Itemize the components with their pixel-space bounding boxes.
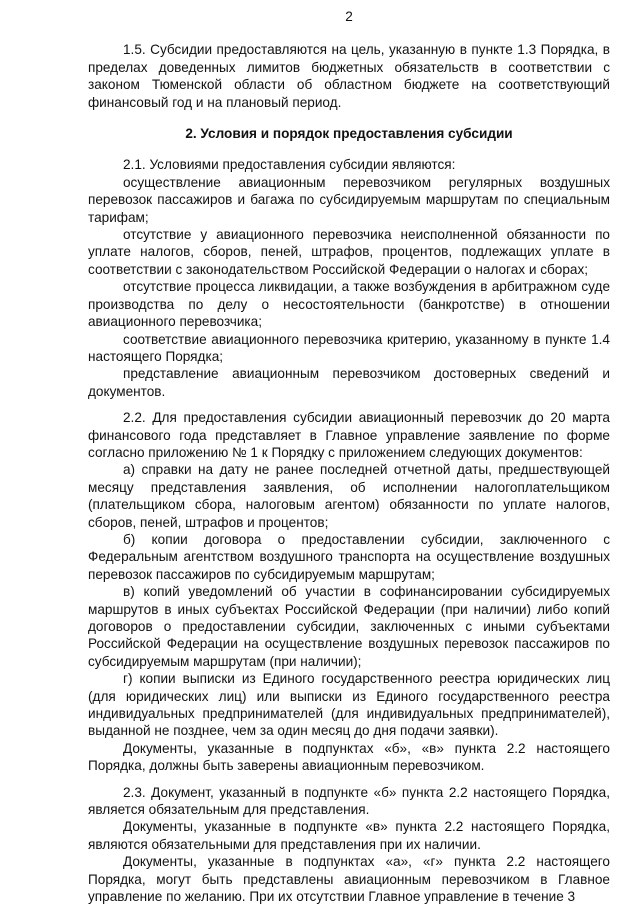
document-item: б) копии договора о предоставлении субсидии, заключенного с Федеральным агентством воздушного транспорта на осуществление воздушных перевозок пассажиров по субсидируемым маршрутам; bbox=[88, 531, 610, 582]
condition-item: соответствие авиационного перевозчика критерию, указанному в пункте 1.4 настоящего Порядка; bbox=[88, 331, 610, 364]
section-title: 2. Условия и порядок предоставления субсидии bbox=[185, 126, 513, 142]
page-number: 2 bbox=[345, 9, 353, 24]
condition-item: отсутствие у авиационного перевозчика неисполненной обязанности по уплате налогов, сборов, пеней, штрафов, процентов, подлежащих уплате в соответствии с законодательством Российской Федерации о налогах и сборах; bbox=[88, 227, 610, 277]
paragraph-1-5: 1.5. Субсидии предоставляются на цель, указанную в пункте 1.3 Порядка, в пределах доведенных лимитов бюджетных обязательств в соответствии с законом Тюменской области об областном бюджете на соответствующий финансовый год и на плановый период. bbox=[88, 42, 610, 110]
paragraph-voluntary-docs: Документы, указанные в подпунктах «а», «г» пункта 2.2 настоящего Порядка, могут быть представлены авиационным перевозчиком в Главное управление по желанию. При их отсутствии Главное управление в течение 3 bbox=[88, 854, 610, 905]
document-item: г) копии выписки из Единого государственного реестра юридических лиц (для юридических лиц) или выписки из Единого государственного реестра индивидуальных предпринимателей (для индивидуальных предпринимателей), выданной не позднее, чем за один месяц до дня подачи заявки). bbox=[88, 671, 610, 739]
document-item: в) копий уведомлений об участии в софинансировании субсидируемых маршрутов в иных субъектах Российской Федерации (при наличии) либо копий договоров о предоставлении субсидии, заключенных с иными субъектами Российской Федерации на осуществление воздушных перевозок пассажиров по субсидируемым маршрутам (при наличии); bbox=[88, 584, 610, 669]
condition-item: представление авиационным перевозчиком достоверных сведений и документов. bbox=[88, 366, 610, 399]
condition-item: отсутствие процесса ликвидации, а также возбуждения в арбитражном суде производства по делу о несостоятельности (банкротстве) в отношении авиационного перевозчика; bbox=[88, 279, 610, 330]
paragraph-optional-docs: Документы, указанные в подпункте «в» пункта 2.2 настоящего Порядка, являются обязательными для представления при их наличии. bbox=[88, 819, 610, 852]
paragraph-2-2: 2.2. Для предоставления субсидии авиационный перевозчик до 20 марта финансового года представляет в Главное управление заявление по форме согласно приложению № 1 к Порядку с приложением следующих документов: bbox=[88, 410, 610, 460]
paragraph-certification: Документы, указанные в подпунктах «б», «в» пункта 2.2 настоящего Порядка, должны быть заверены авиационным перевозчиком. bbox=[88, 740, 610, 774]
paragraph-2-3: 2.3. Документ, указанный в подпункте «б» пункта 2.2 настоящего Порядка, является обязательным для представления. bbox=[88, 784, 610, 818]
condition-item: осуществление авиационным перевозчиком регулярных воздушных перевозок пассажиров и багажа по субсидируемым маршрутам по специальным тарифам; bbox=[88, 174, 610, 225]
document-item: а) справки на дату не ранее последней отчетной даты, предшествующей месяцу представления заявления, об исполнении налогоплательщиком (плательщиком сбора, налоговым агентом) обязанности по уплате налогов, сборов, пеней, штрафов и процентов; bbox=[88, 462, 610, 530]
paragraph-2-1: 2.1. Условиями предоставления субсидии являются: bbox=[123, 157, 456, 173]
document-page bbox=[88, 8, 610, 906]
